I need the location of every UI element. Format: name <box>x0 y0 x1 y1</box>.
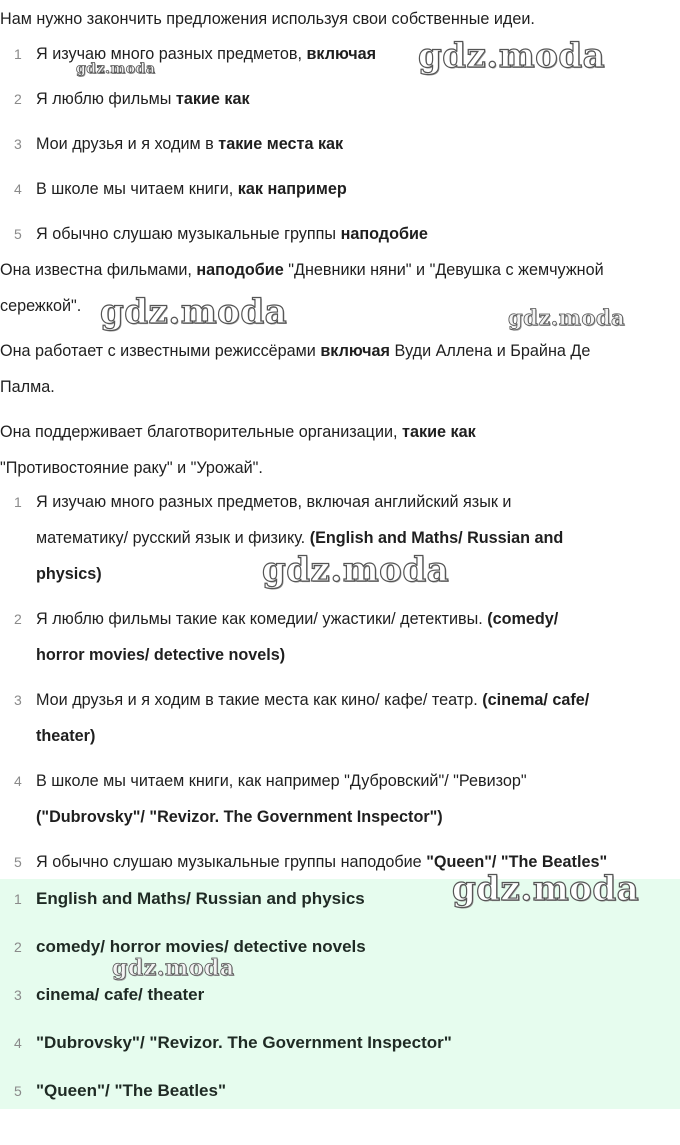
item-number: 2 <box>14 939 22 955</box>
example-text: Она известна фильмами, <box>0 261 197 279</box>
item-text: Мои друзья и я ходим в такие места как кино/ кафе/ театр. <box>36 691 483 709</box>
item-answer: "Queen"/ "The Beatles" <box>36 1081 227 1100</box>
item-answer: (English and Maths/ Russian and <box>309 529 564 547</box>
item-keyword: такие места как <box>218 135 344 153</box>
item-number: 1 <box>14 46 22 62</box>
list-item <box>14 888 365 910</box>
item-keyword: включая <box>306 45 377 63</box>
item-number: 1 <box>14 494 22 510</box>
item-answer: cinema/ cafe/ theater <box>36 985 205 1004</box>
item-answer: (cinema/ cafe/ <box>482 691 590 709</box>
example-1-line-1 <box>0 260 604 280</box>
item-number: 4 <box>14 181 22 197</box>
list-item <box>14 178 347 200</box>
list-item <box>14 689 589 711</box>
item-text: Мои друзья и я ходим в <box>36 135 219 153</box>
list-item <box>14 133 343 155</box>
answer-box <box>0 879 680 1109</box>
item-text: Я обычно слушаю музыкальные группы <box>36 225 341 243</box>
item-number: 5 <box>14 1083 22 1099</box>
item-text: В школе мы читаем книги, как например "Дубровский"/ "Ревизор" <box>36 772 527 790</box>
item-answer: theater) <box>36 727 96 745</box>
watermark: gdz.moda <box>508 305 626 330</box>
list-item-continuation <box>36 527 563 549</box>
item-text: Я изучаю много разных предметов, <box>36 45 307 63</box>
list-item <box>14 88 250 110</box>
watermark: gdz.moda <box>112 955 235 981</box>
example-text: Вуди Аллена и Брайна Де <box>389 342 591 360</box>
item-answer: (comedy/ <box>487 610 559 628</box>
item-answer: horror movies/ detective novels) <box>36 646 286 664</box>
item-number: 4 <box>14 773 22 789</box>
list-item-continuation <box>36 725 95 747</box>
list-item-continuation <box>36 644 285 666</box>
item-answer: physics) <box>36 565 102 583</box>
list-item <box>14 770 527 792</box>
example-text: "Дневники няни" и "Девушка с жемчужной <box>283 261 604 279</box>
example-keyword: такие как <box>402 423 476 441</box>
item-answer: English and Maths/ Russian and physics <box>36 889 365 908</box>
example-keyword: наподобие <box>196 261 284 279</box>
item-text: Я обычно слушаю музыкальные группы наподобие <box>36 853 427 871</box>
list-item-continuation <box>36 806 443 828</box>
item-keyword: такие как <box>175 90 250 108</box>
example-3-line-2: "Противостояние раку" и "Урожай". <box>0 459 263 477</box>
item-number: 5 <box>14 854 22 870</box>
example-text: Она поддерживает благотворительные организации, <box>0 423 403 441</box>
list-item <box>14 984 204 1006</box>
list-item-continuation <box>36 563 102 585</box>
item-keyword: как например <box>237 180 347 198</box>
item-answer: ("Dubrovsky"/ "Revizor. The Government Inspector") <box>36 808 443 826</box>
example-3-line-1 <box>0 422 476 442</box>
watermark: gdz.moda <box>100 292 288 332</box>
item-number: 2 <box>14 91 22 107</box>
item-text: Я люблю фильмы <box>36 90 176 108</box>
list-item <box>14 1080 226 1102</box>
item-answer: "Queen"/ "The Beatles" <box>426 853 608 871</box>
list-item <box>14 43 376 65</box>
item-number: 2 <box>14 611 22 627</box>
item-number: 3 <box>14 136 22 152</box>
item-answer: comedy/ horror movies/ detective novels <box>36 937 366 956</box>
item-number: 3 <box>14 692 22 708</box>
watermark: gdz.moda <box>262 550 450 590</box>
example-2-line-2: Палма. <box>0 378 55 396</box>
watermark: gdz.moda <box>418 36 606 76</box>
watermark: gdz.moda <box>452 869 640 909</box>
example-2-line-1 <box>0 341 590 361</box>
list-item <box>14 608 558 630</box>
watermark: gdz.moda <box>76 61 156 77</box>
item-number: 5 <box>14 226 22 242</box>
example-keyword: включая <box>320 342 390 360</box>
list-item <box>14 223 428 245</box>
list-item <box>14 491 511 513</box>
item-number: 1 <box>14 891 22 907</box>
item-text: В школе мы читаем книги, <box>36 180 238 198</box>
item-keyword: наподобие <box>340 225 428 243</box>
list-item <box>14 1032 452 1054</box>
example-text: Она работает с известными режиссёрами <box>0 342 321 360</box>
item-text: Я люблю фильмы такие как комедии/ ужастики/ детективы. <box>36 610 488 628</box>
example-1-line-2: сережкой". <box>0 297 82 315</box>
item-number: 3 <box>14 987 22 1003</box>
item-answer: "Dubrovsky"/ "Revizor. The Government Inspector" <box>36 1033 452 1052</box>
item-text: математику/ русский язык и физику. <box>36 529 310 547</box>
item-text: Я изучаю много разных предметов, включая английский язык и <box>36 493 512 511</box>
item-number: 4 <box>14 1035 22 1051</box>
intro-text: Нам нужно закончить предложения используя свои собственные идеи. <box>0 10 535 28</box>
